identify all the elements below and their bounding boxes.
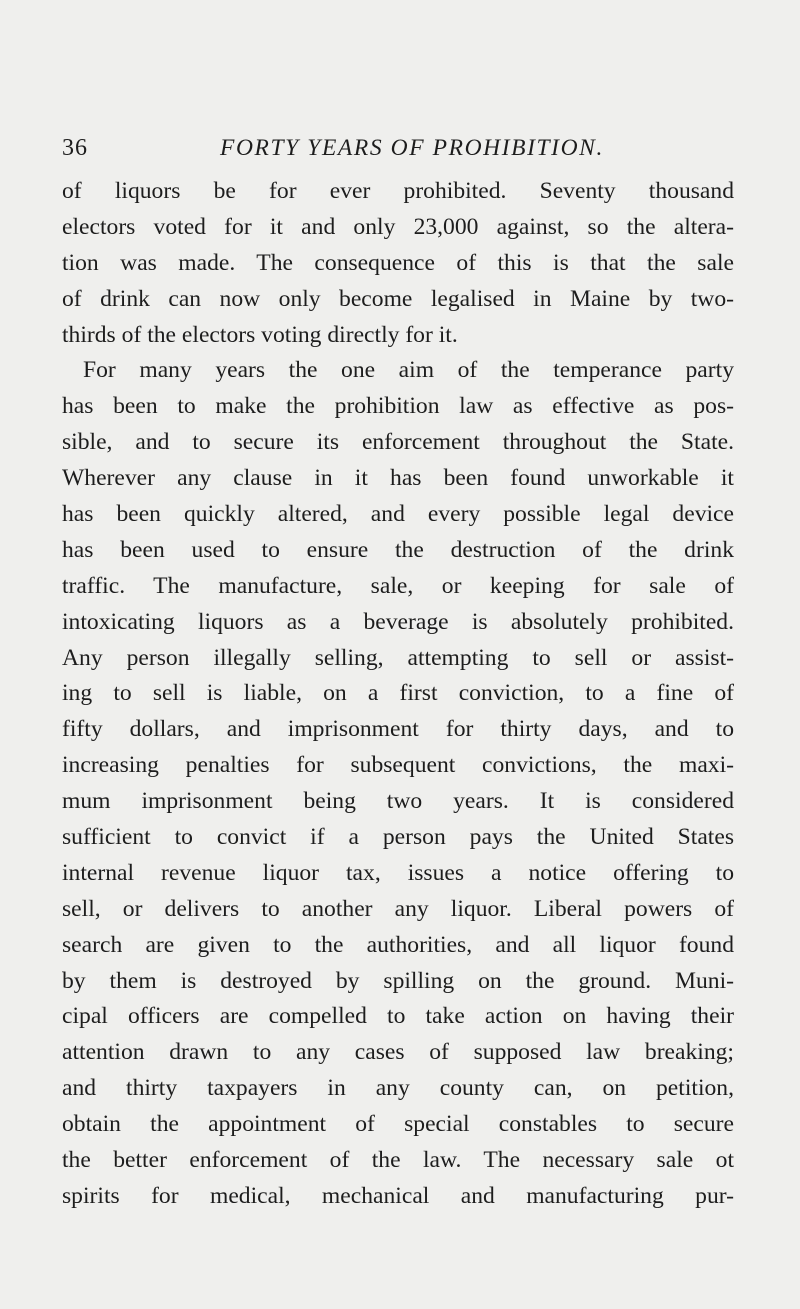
text-line: the better enforcement of the law. The necessary sale ot xyxy=(62,1147,734,1174)
text-line: has been quickly altered, and every possible legal device xyxy=(62,501,734,528)
running-title: FORTY YEARS OF PROHIBITION. xyxy=(220,135,604,161)
text-line: sufficient to convict if a person pays the United States xyxy=(62,824,734,851)
text-line: ing to sell is liable, on a first conviction, to a fine of xyxy=(62,680,734,707)
text-line: of liquors be for ever prohibited. Seventy thousand xyxy=(62,178,734,204)
paragraph-first-line: For many years the one aim of the temperance party xyxy=(83,357,734,384)
text-line: fifty dollars, and imprisonment for thirty days, and to xyxy=(62,716,734,743)
page-number: 36 xyxy=(62,135,88,161)
text-line: electors voted for it and only 23,000 against, so the altera- xyxy=(62,213,734,240)
text-line: cipal officers are compelled to take action on having their xyxy=(62,1003,734,1030)
text-line: has been to make the prohibition law as effective as pos- xyxy=(62,393,734,420)
text-line: tion was made. The consequence of this is that the sale xyxy=(62,249,734,276)
text-line: Any person illegally selling, attempting to sell or assist- xyxy=(62,644,734,671)
running-header xyxy=(62,128,632,168)
text-line: sible, and to secure its enforcement throughout the State. xyxy=(62,429,734,456)
text-line: attention drawn to any cases of supposed law breaking; xyxy=(62,1039,734,1066)
text-line: traffic. The manufacture, sale, or keeping for sale of xyxy=(62,572,734,599)
text-line: intoxicating liquors as a beverage is absolutely prohibited. xyxy=(62,608,734,635)
text-line: of drink can now only become legalised in Maine by two- xyxy=(62,285,734,312)
text-line: increasing penalties for subsequent convictions, the maxi- xyxy=(62,752,734,779)
body-text xyxy=(62,174,734,1215)
text-line: internal revenue liquor tax, issues a notice offering to xyxy=(62,859,734,886)
text-line: and thirty taxpayers in any county can, on petition, xyxy=(62,1075,734,1102)
text-line: by them is destroyed by spilling on the ground. Muni- xyxy=(62,967,734,994)
text-line: sell, or delivers to another any liquor. Liberal powers of xyxy=(62,895,734,922)
text-line: Wherever any clause in it has been found unworkable it xyxy=(62,465,734,492)
text-line: mum imprisonment being two years. It is considered xyxy=(62,788,734,815)
text-line: thirds of the electors voting directly for it. xyxy=(62,321,458,348)
text-line: has been used to ensure the destruction of the drink xyxy=(62,536,734,563)
text-line: search are given to the authorities, and all liquor found xyxy=(62,931,734,958)
text-line: spirits for medical, mechanical and manufacturing pur- xyxy=(62,1182,734,1209)
text-line: obtain the appointment of special constables to secure xyxy=(62,1111,734,1138)
